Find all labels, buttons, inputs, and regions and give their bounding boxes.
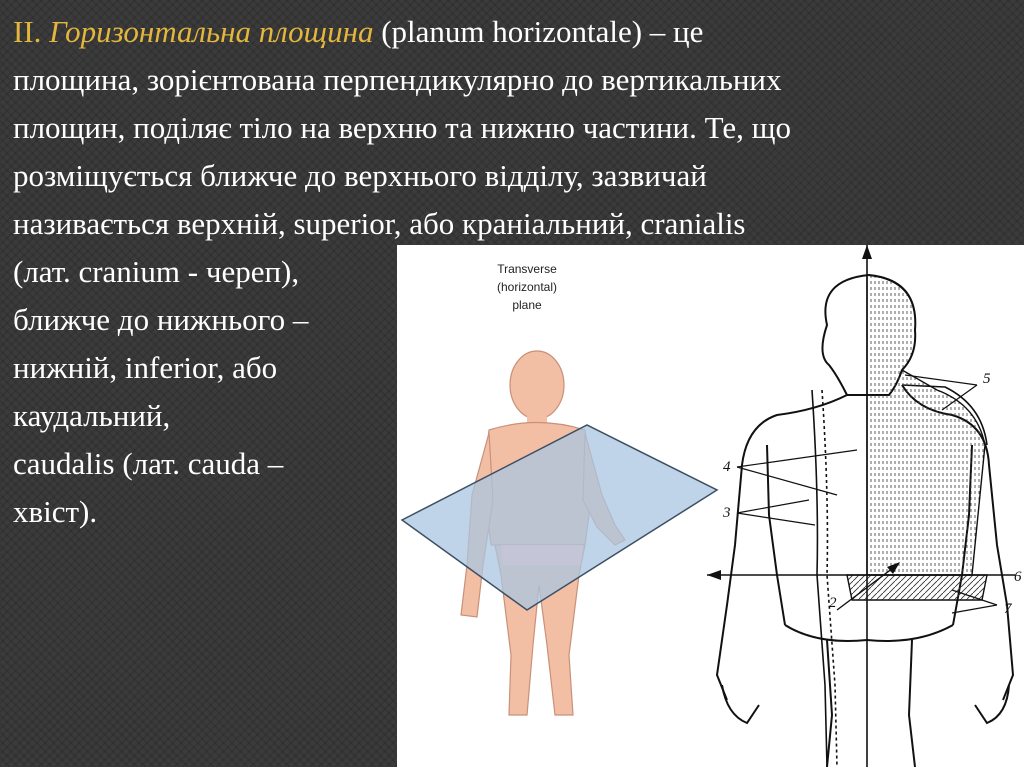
text-line-5: називається верхній, superior, або краніальний, cranialis: [13, 206, 746, 241]
figure-label-line-1: Transverse: [497, 262, 557, 276]
anatomy-figure: [397, 245, 1024, 767]
sagittal-region: [867, 275, 985, 575]
text-line-2: площина, зорієнтована перпендикулярно до вертикальних: [13, 62, 782, 97]
text-line-10: caudalis (лат. cauda –: [13, 446, 284, 481]
label-number-3: 3: [723, 505, 731, 521]
label-number-2: 2: [829, 595, 837, 611]
figure-label-line-2: (horizontal): [496, 280, 558, 294]
label-number-6: 6: [1014, 569, 1022, 585]
text-segment: (planum horizontale) – це: [373, 14, 704, 49]
label-number-5: 5: [983, 371, 991, 387]
figure-label-line-3: plane: [512, 298, 542, 312]
term-title: Горизонтальна площина: [49, 14, 374, 49]
text-line-7: ближче до нижнього –: [13, 302, 309, 337]
text-line-3: площин, поділяє тіло на верхню та нижню частини. Те, що: [13, 110, 792, 145]
text-line-6: (лат. cranium - череп),: [13, 254, 300, 289]
text-line-4: розміщується ближче до верхнього відділу, зазвичай: [13, 158, 707, 193]
axis-arrow-left-icon: [707, 570, 721, 580]
section-number: ІІ.: [13, 14, 50, 49]
label-number-4: 4: [723, 459, 731, 475]
transverse-plane: [402, 425, 717, 610]
text-line-8: нижній, inferior, або: [13, 350, 278, 385]
text-line-11: хвіст).: [13, 494, 98, 529]
axis-arrow-up-icon: [862, 245, 872, 259]
label-number-7: 7: [1004, 601, 1012, 617]
anatomy-illustration: [397, 245, 1024, 767]
text-line-1: [13, 8, 1013, 56]
text-line-9: каудальний,: [13, 398, 171, 433]
